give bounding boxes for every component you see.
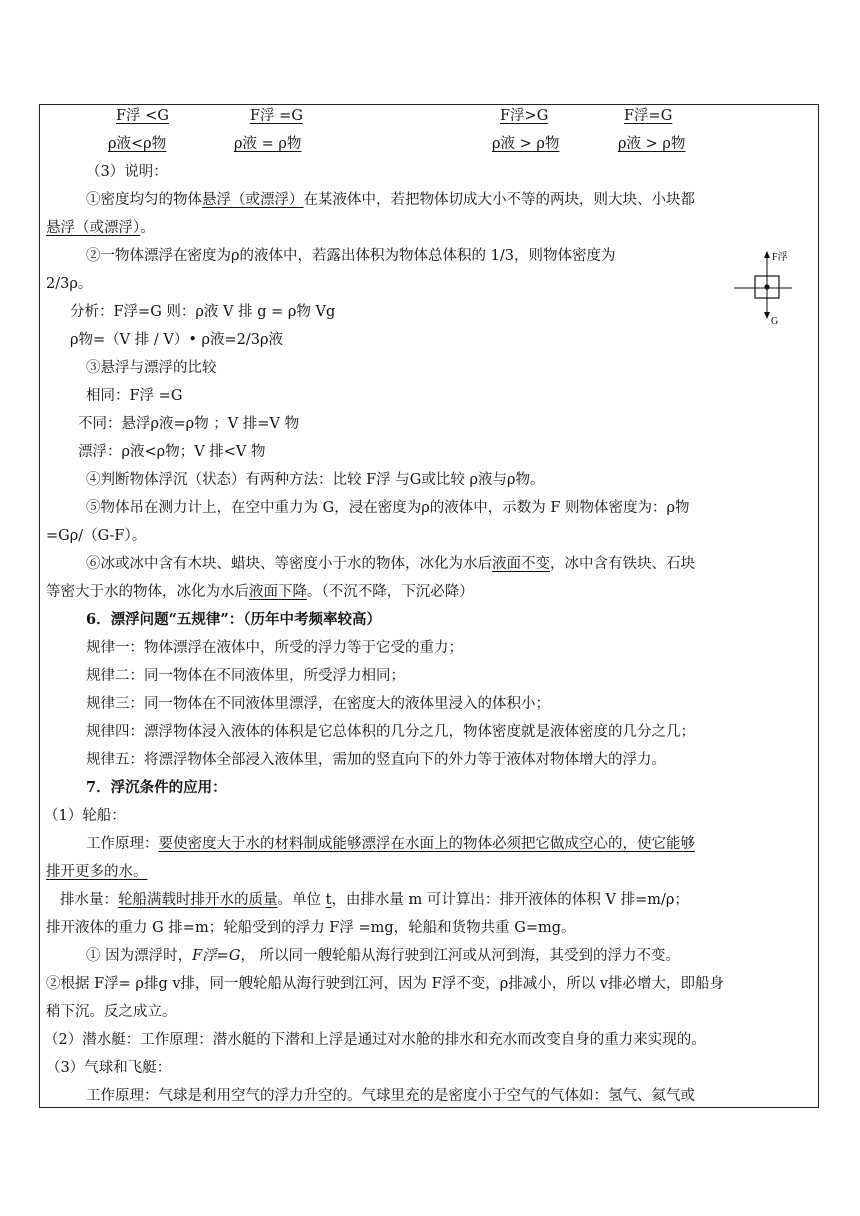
rule4: 规律四：漂浮物体浸入液体的体积是它总体积的几分之几，物体密度就是液体密度的几分之几； — [86, 724, 695, 740]
section7-title: 7．浮沉条件的应用： — [86, 779, 227, 796]
case1-density: ρ液<ρ物 — [108, 136, 167, 152]
case2-density: ρ液 = ρ物 — [234, 136, 302, 152]
compare-same: 相同：F浮 =G — [86, 388, 183, 404]
section6-title: 6．漂浮问题“五规律”：（历年中考频率较高） — [86, 611, 382, 628]
note2-line1: ②一物体漂浮在密度为ρ的液体中，若露出体积为物体总体积的 1/3，则物体密度为 — [86, 248, 616, 264]
ship-principle-line1: 工作原理：要使密度大于水的材料制成能够漂浮在水面上的物体必须把它做成空心的，使它能够 — [86, 836, 695, 852]
note2-line2: 2/3ρ。 — [46, 276, 93, 292]
balloon-principle: 工作原理：气球是利用空气的浮力升空的。气球里充的是密度小于空气的气体如：氢气、氦气或 — [86, 1088, 695, 1104]
case3-density: ρ液 > ρ物 — [492, 136, 560, 152]
submarine-line: （2）潜水艇：工作原理：潜水艇的下潜和上浮是通过对水舱的排水和充水而改变自身的重力来实现的。 — [44, 1032, 706, 1048]
buoyancy-arrowhead — [764, 251, 770, 258]
buoyancy-label: F浮 — [772, 252, 788, 263]
gravity-label: G — [771, 316, 779, 327]
case3-force: F浮>G — [500, 108, 549, 124]
note4: ④判断物体浮沉（状态）有两种方法：比较 F浮 与G或比较 ρ液与ρ物。 — [86, 472, 545, 488]
note5-line1: ⑤物体吊在测力计上，在空中重力为 G，浸在密度为ρ的液体中，示数为 F 则物体密度为：ρ物 — [86, 500, 690, 516]
analysis-line2: ρ物=（V 排 / V）• ρ液=2/3ρ液 — [70, 332, 284, 348]
analysis-line1: 分析：F浮=G 则：ρ液 V 排 g = ρ物 Vg — [70, 304, 336, 320]
compare-diff: 不同：悬浮ρ液=ρ物 ；V 排=V 物 — [78, 416, 300, 432]
case2-force: F浮 =G — [250, 108, 303, 124]
ship-note2-line2: 稍下沉。反之成立。 — [46, 1004, 177, 1020]
displacement-line1: 排水量：轮船满载时排开水的质量。单位 t，由排水量 m 可计算出：排开液体的体积 V 排=m/ρ； — [60, 892, 689, 908]
ship-note1: ① 因为漂浮时，F浮=G， 所以同一艘轮船从海行驶到江河或从河到海，其受到的浮力不变。 — [86, 948, 681, 964]
rule5: 规律五：将漂浮物体全部浸入液体里，需加的竖直向下的外力等于液体对物体增大的浮力。 — [86, 752, 666, 768]
case4-force: F浮=G — [624, 108, 673, 124]
note1-line2: 悬浮（或漂浮）。 — [46, 220, 155, 236]
balloon-heading: （3）气球和飞艇： — [46, 1060, 172, 1076]
note6-line2: 等密大于水的物体，冰化为水后液面下降。（不沉不降，下沉必降） — [46, 584, 474, 600]
note1-line1: ①密度均匀的物体悬浮（或漂浮）在某液体中，若把物体切成大小不等的两块，则大块、小块都 — [86, 192, 695, 208]
rule3: 规律三：同一物体在不同液体里漂浮，在密度大的液体里浸入的体积小； — [86, 696, 550, 712]
case4-density: ρ液 > ρ物 — [618, 136, 686, 152]
ship-heading: （1）轮船： — [44, 808, 126, 824]
case1-force: F浮 <G — [116, 108, 169, 124]
compare-title: ③悬浮与漂浮的比较 — [86, 360, 217, 376]
ship-principle-line2: 排开更多的水。 — [46, 864, 148, 880]
compare-float: 漂浮：ρ液<ρ物；V 排<V 物 — [78, 444, 266, 460]
force-diagram — [728, 248, 798, 328]
rule1: 规律一：物体漂浮在液体中，所受的浮力等于它受的重力； — [86, 640, 463, 656]
note6-line1: ⑥冰或冰中含有木块、蜡块、等密度小于水的物体，冰化为水后液面不变，冰中含有铁块、石块 — [86, 556, 695, 572]
displacement-line2: 排开液体的重力 G 排=m；轮船受到的浮力 F浮 =mg，轮船和货物共重 G=mg。 — [46, 920, 576, 936]
note5-line2: =Gρ/（G-F）。 — [46, 528, 147, 544]
gravity-arrowhead — [764, 312, 770, 319]
rule2: 规律二：同一物体在不同液体里，所受浮力相同； — [86, 668, 405, 684]
ship-note2-line1: ②根据 F浮= ρ排g v排，同一艘轮船从海行驶到江河，因为 F浮不变，ρ排减小，所以 v排必增大，即船身 — [46, 976, 725, 992]
section3-heading: （3）说明： — [86, 164, 168, 180]
